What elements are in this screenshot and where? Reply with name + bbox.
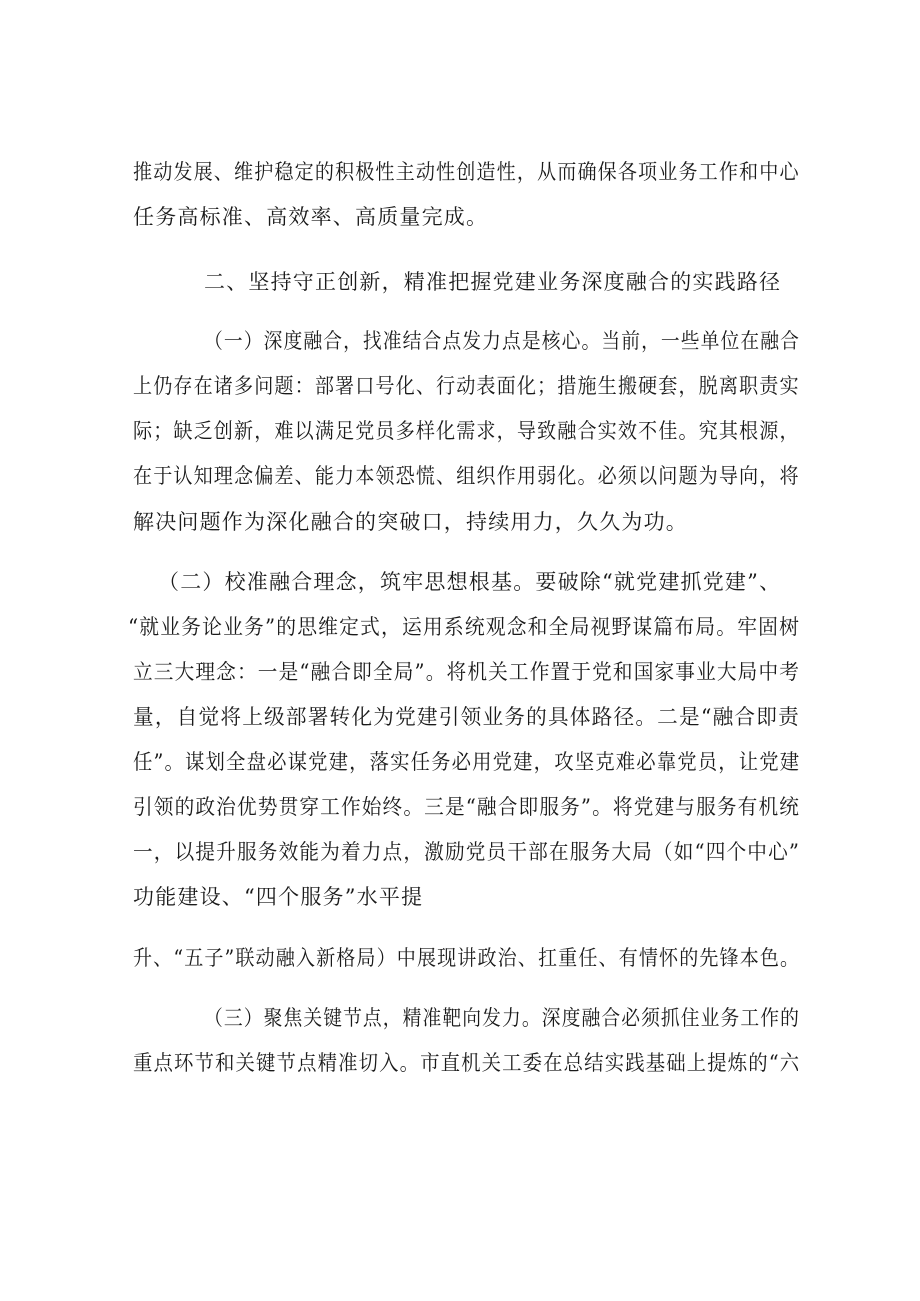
text-line: （一）深度融合，找准结合点发力点是核心。当前，一些单位在融合 xyxy=(204,329,801,353)
text-line: （二）校准融合理念，筑牢思想根基。要破除“就党建抓党建”、 xyxy=(158,570,782,594)
text-line: “就业务论业务”的思维定式，运用系统观念和全局视野谋篇布局。牢固树 xyxy=(128,615,801,639)
text-line: 任”。谋划全盘必谋党建，落实任务必用党建，攻坚克难必靠党员，让党建 xyxy=(133,750,801,774)
text-line: 升、“五子”联动融入新格局）中展现讲政治、扛重任、有情怀的先锋本色。 xyxy=(133,946,801,970)
text-line: 引领的政治优势贯穿工作始终。三是“融合即服务”。将党建与服务有机统 xyxy=(133,795,801,819)
text-line: （三）聚焦关键节点，精准靶向发力。深度融合必须抓住业务工作的 xyxy=(204,1006,801,1030)
text-line: 任务高标准、高效率、高质量完成。 xyxy=(133,205,489,229)
text-line: 上仍存在诸多问题：部署口号化、行动表面化；措施生搬硬套，脱离职责实 xyxy=(133,374,800,398)
section-heading: 二、坚持守正创新，精准把握党建业务深度融合的实践路径 xyxy=(204,270,782,294)
text-line: 量，自觉将上级部署转化为党建引领业务的具体路径。二是“融合即责 xyxy=(133,705,800,729)
text-line: 解决问题作为深化融合的突破口，持续用力，久久为功。 xyxy=(133,510,688,534)
text-line: 重点环节和关键节点精准切入。市直机关工委在总结实践基础上提炼的“六 xyxy=(133,1051,801,1075)
text-line: 立三大理念：一是“融合即全局”。将机关工作置于党和国家事业大局中考 xyxy=(133,660,801,684)
text-line: 一，以提升服务效能为着力点，激励党员干部在服务大局（如“四个中心” xyxy=(133,840,801,864)
text-line: 功能建设、“四个服务”水平提 xyxy=(133,885,424,909)
text-line: 在于认知理念偏差、能力本领恐慌、组织作用弱化。必须以问题为导向，将 xyxy=(133,464,800,488)
text-line: 际；缺乏创新，难以满足党员多样化需求，导致融合实效不佳。究其根源， xyxy=(133,419,800,443)
text-line: 推动发展、维护稳定的积极性主动性创造性，从而确保各项业务工作和中心 xyxy=(133,160,800,184)
